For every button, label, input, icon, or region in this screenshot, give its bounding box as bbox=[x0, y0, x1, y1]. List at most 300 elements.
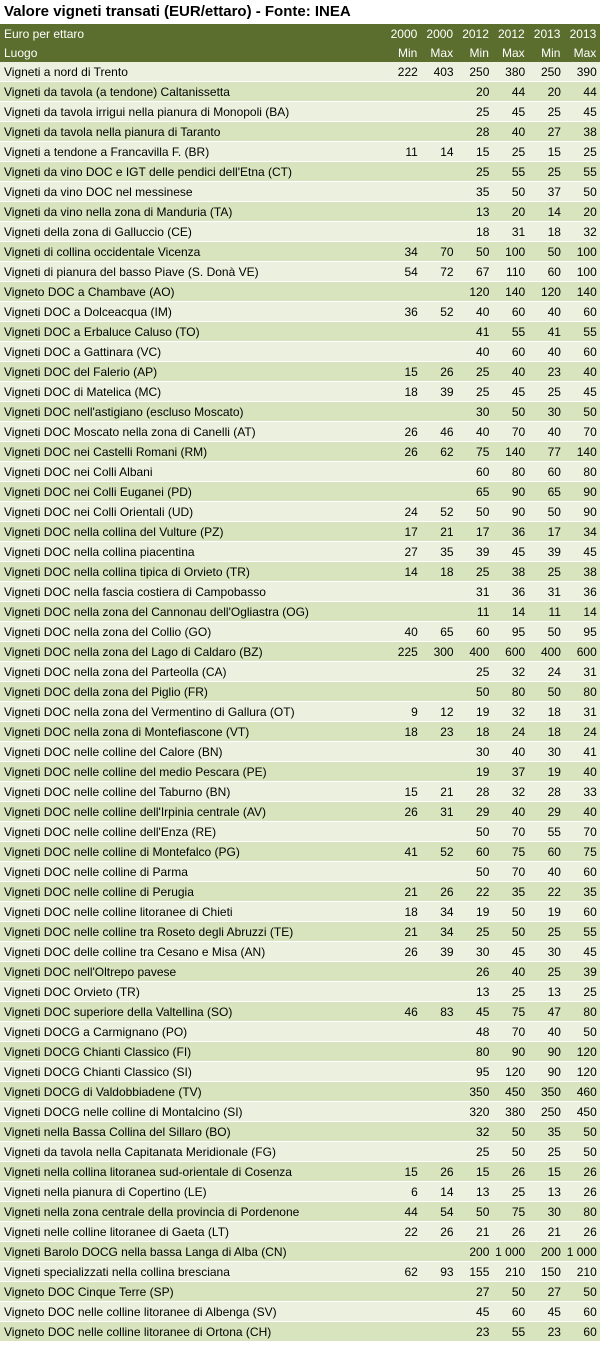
table-row bbox=[0, 142, 600, 162]
value-cell: 70 bbox=[421, 242, 457, 262]
value-cell: 25 bbox=[457, 562, 493, 582]
header-cell: 2012 bbox=[492, 24, 528, 43]
value-cell: 39 bbox=[421, 382, 457, 402]
table-row bbox=[0, 62, 600, 82]
location-cell: Vigneti nella zona centrale della provincia di Pordenone bbox=[0, 1202, 385, 1222]
value-cell: 27 bbox=[385, 542, 421, 562]
value-cell: 75 bbox=[564, 842, 600, 862]
value-cell: 50 bbox=[492, 1142, 528, 1162]
value-cell: 40 bbox=[457, 342, 493, 362]
value-cell: 200 bbox=[528, 1242, 564, 1262]
value-cell: 18 bbox=[385, 382, 421, 402]
table-row bbox=[0, 1022, 600, 1042]
value-cell bbox=[421, 982, 457, 1002]
value-cell: 15 bbox=[528, 142, 564, 162]
value-cell: 320 bbox=[457, 1102, 493, 1122]
value-cell: 50 bbox=[492, 1122, 528, 1142]
value-cell: 39 bbox=[421, 942, 457, 962]
value-cell: 25 bbox=[492, 1182, 528, 1202]
value-cell: 67 bbox=[457, 262, 493, 282]
value-cell bbox=[385, 962, 421, 982]
value-cell: 225 bbox=[385, 642, 421, 662]
value-cell bbox=[385, 322, 421, 342]
location-cell: Vigneti DOC nella zona del Lago di Caldaro (BZ) bbox=[0, 642, 385, 662]
value-cell: 25 bbox=[457, 162, 493, 182]
value-cell: 35 bbox=[457, 182, 493, 202]
table-row bbox=[0, 1042, 600, 1062]
location-cell: Vigneti DOC nelle colline litoranee di Chieti bbox=[0, 902, 385, 922]
value-cell: 25 bbox=[492, 982, 528, 1002]
value-cell: 40 bbox=[457, 422, 493, 442]
value-cell bbox=[385, 742, 421, 762]
value-cell: 400 bbox=[528, 642, 564, 662]
value-cell: 50 bbox=[492, 922, 528, 942]
value-cell bbox=[421, 462, 457, 482]
value-cell: 33 bbox=[564, 782, 600, 802]
value-cell: 14 bbox=[385, 562, 421, 582]
value-cell: 31 bbox=[492, 222, 528, 242]
table-row bbox=[0, 1102, 600, 1122]
value-cell: 30 bbox=[457, 402, 493, 422]
value-cell: 27 bbox=[528, 122, 564, 142]
value-cell bbox=[385, 1302, 421, 1322]
table-row bbox=[0, 902, 600, 922]
value-cell: 48 bbox=[457, 1022, 493, 1042]
value-cell: 22 bbox=[528, 882, 564, 902]
value-cell: 11 bbox=[457, 602, 493, 622]
value-cell: 23 bbox=[528, 1322, 564, 1342]
value-cell: 40 bbox=[564, 762, 600, 782]
value-cell: 60 bbox=[564, 302, 600, 322]
value-cell bbox=[385, 202, 421, 222]
header-cell: Luogo bbox=[0, 43, 385, 62]
header-cell: Max bbox=[564, 43, 600, 62]
table-row bbox=[0, 502, 600, 522]
value-cell: 32 bbox=[492, 702, 528, 722]
value-cell bbox=[385, 122, 421, 142]
location-cell: Vigneti DOC nella collina piacentina bbox=[0, 542, 385, 562]
table-row bbox=[0, 422, 600, 442]
value-cell: 90 bbox=[492, 482, 528, 502]
value-cell: 80 bbox=[564, 462, 600, 482]
value-cell bbox=[421, 482, 457, 502]
value-cell: 38 bbox=[564, 122, 600, 142]
value-cell: 60 bbox=[457, 462, 493, 482]
value-cell: 44 bbox=[492, 82, 528, 102]
value-cell: 250 bbox=[457, 62, 493, 82]
value-cell: 18 bbox=[528, 702, 564, 722]
value-cell bbox=[385, 1082, 421, 1102]
value-cell: 60 bbox=[457, 622, 493, 642]
value-cell: 80 bbox=[564, 1202, 600, 1222]
location-cell: Vigneti DOC superiore della Valtellina (SO) bbox=[0, 1002, 385, 1022]
table-row bbox=[0, 682, 600, 702]
value-cell: 26 bbox=[385, 942, 421, 962]
value-cell: 13 bbox=[457, 1182, 493, 1202]
value-cell: 50 bbox=[492, 402, 528, 422]
value-cell bbox=[385, 222, 421, 242]
value-cell: 90 bbox=[564, 482, 600, 502]
value-cell: 23 bbox=[421, 722, 457, 742]
value-cell: 60 bbox=[457, 842, 493, 862]
value-cell: 55 bbox=[492, 162, 528, 182]
value-cell: 600 bbox=[492, 642, 528, 662]
value-cell bbox=[421, 182, 457, 202]
value-cell bbox=[421, 102, 457, 122]
value-cell: 75 bbox=[492, 1002, 528, 1022]
value-cell bbox=[385, 342, 421, 362]
value-cell: 31 bbox=[564, 702, 600, 722]
location-cell: Vigneti DOC nelle colline del medio Pescara (PE) bbox=[0, 762, 385, 782]
value-cell: 19 bbox=[528, 902, 564, 922]
value-cell: 18 bbox=[528, 722, 564, 742]
value-cell: 25 bbox=[457, 362, 493, 382]
value-cell bbox=[385, 182, 421, 202]
value-cell bbox=[421, 742, 457, 762]
value-cell: 26 bbox=[564, 1162, 600, 1182]
value-cell: 140 bbox=[492, 282, 528, 302]
value-cell: 45 bbox=[492, 102, 528, 122]
value-cell bbox=[385, 662, 421, 682]
table-row bbox=[0, 242, 600, 262]
table-row bbox=[0, 1302, 600, 1322]
table-row bbox=[0, 542, 600, 562]
table-row bbox=[0, 322, 600, 342]
table-row bbox=[0, 1242, 600, 1262]
value-cell bbox=[421, 762, 457, 782]
value-cell: 62 bbox=[385, 1262, 421, 1282]
location-cell: Vigneti DOC del Falerio (AP) bbox=[0, 362, 385, 382]
value-cell: 41 bbox=[457, 322, 493, 342]
value-cell bbox=[385, 162, 421, 182]
value-cell bbox=[421, 862, 457, 882]
value-cell: 75 bbox=[492, 1202, 528, 1222]
table-row bbox=[0, 1262, 600, 1282]
location-cell: Vigneti di collina occidentale Vicenza bbox=[0, 242, 385, 262]
value-cell: 55 bbox=[564, 922, 600, 942]
value-cell: 120 bbox=[564, 1062, 600, 1082]
value-cell: 100 bbox=[564, 242, 600, 262]
value-cell: 50 bbox=[528, 502, 564, 522]
value-cell: 13 bbox=[528, 1182, 564, 1202]
value-cell bbox=[421, 962, 457, 982]
value-cell: 35 bbox=[564, 882, 600, 902]
value-cell: 18 bbox=[385, 722, 421, 742]
value-cell: 30 bbox=[528, 942, 564, 962]
value-cell: 450 bbox=[564, 1102, 600, 1122]
value-cell: 90 bbox=[492, 502, 528, 522]
value-cell: 34 bbox=[421, 922, 457, 942]
value-cell: 50 bbox=[457, 822, 493, 842]
value-cell: 95 bbox=[564, 622, 600, 642]
value-cell: 60 bbox=[564, 1302, 600, 1322]
location-cell: Vigneti da tavola nella Capitanata Meridionale (FG) bbox=[0, 1142, 385, 1162]
location-cell: Vigneti da tavola irrigui nella pianura di Monopoli (BA) bbox=[0, 102, 385, 122]
value-cell: 70 bbox=[564, 822, 600, 842]
header-cell: 2000 bbox=[421, 24, 457, 43]
value-cell: 50 bbox=[528, 682, 564, 702]
value-cell: 45 bbox=[564, 382, 600, 402]
value-cell: 31 bbox=[528, 582, 564, 602]
location-cell: Vigneti DOC nelle colline dell'Enza (RE) bbox=[0, 822, 385, 842]
table-row bbox=[0, 962, 600, 982]
table-row bbox=[0, 382, 600, 402]
table-row bbox=[0, 1142, 600, 1162]
location-cell: Vigneti DOC nei Castelli Romani (RM) bbox=[0, 442, 385, 462]
location-cell: Vigneti DOCG Chianti Classico (SI) bbox=[0, 1062, 385, 1082]
value-cell: 60 bbox=[564, 1322, 600, 1342]
location-cell: Vigneti a nord di Trento bbox=[0, 62, 385, 82]
value-cell: 52 bbox=[421, 302, 457, 322]
value-cell: 65 bbox=[528, 482, 564, 502]
value-cell: 25 bbox=[457, 1142, 493, 1162]
value-cell: 35 bbox=[492, 882, 528, 902]
table-row bbox=[0, 1322, 600, 1342]
value-cell: 40 bbox=[492, 802, 528, 822]
value-cell bbox=[421, 222, 457, 242]
value-cell: 50 bbox=[457, 1202, 493, 1222]
table-row bbox=[0, 1002, 600, 1022]
location-cell: Vigneto DOC a Chambave (AO) bbox=[0, 282, 385, 302]
value-cell: 80 bbox=[492, 682, 528, 702]
value-cell: 25 bbox=[528, 162, 564, 182]
value-cell: 26 bbox=[457, 962, 493, 982]
value-cell: 18 bbox=[457, 722, 493, 742]
value-cell: 70 bbox=[564, 422, 600, 442]
value-cell bbox=[385, 582, 421, 602]
value-cell: 20 bbox=[528, 82, 564, 102]
location-cell: Vigneti DOC a Erbaluce Caluso (TO) bbox=[0, 322, 385, 342]
value-cell: 50 bbox=[564, 1122, 600, 1142]
value-cell: 24 bbox=[528, 662, 564, 682]
value-cell: 41 bbox=[385, 842, 421, 862]
value-cell: 50 bbox=[492, 182, 528, 202]
table-row bbox=[0, 222, 600, 242]
value-cell: 18 bbox=[528, 222, 564, 242]
value-cell: 32 bbox=[492, 782, 528, 802]
value-cell: 29 bbox=[528, 802, 564, 822]
value-cell bbox=[385, 862, 421, 882]
value-cell: 31 bbox=[564, 662, 600, 682]
value-cell: 50 bbox=[564, 182, 600, 202]
value-cell: 72 bbox=[421, 262, 457, 282]
value-cell: 32 bbox=[492, 662, 528, 682]
value-cell: 40 bbox=[492, 362, 528, 382]
value-cell: 14 bbox=[492, 602, 528, 622]
value-cell: 60 bbox=[528, 262, 564, 282]
value-cell: 15 bbox=[385, 782, 421, 802]
value-cell: 15 bbox=[528, 1162, 564, 1182]
value-cell: 80 bbox=[564, 682, 600, 702]
value-cell bbox=[385, 1022, 421, 1042]
value-cell bbox=[385, 1122, 421, 1142]
value-cell: 60 bbox=[564, 902, 600, 922]
value-cell: 50 bbox=[457, 682, 493, 702]
page-title: Valore vigneti transati (EUR/ettaro) - Fonte: INEA bbox=[4, 3, 351, 20]
value-cell: 13 bbox=[528, 982, 564, 1002]
value-cell: 12 bbox=[421, 702, 457, 722]
location-cell: Vigneti DOC nella collina tipica di Orvieto (TR) bbox=[0, 562, 385, 582]
value-cell: 60 bbox=[492, 302, 528, 322]
table-row bbox=[0, 582, 600, 602]
value-cell: 27 bbox=[528, 1282, 564, 1302]
value-cell: 250 bbox=[528, 1102, 564, 1122]
table-row bbox=[0, 1082, 600, 1102]
table-row bbox=[0, 822, 600, 842]
value-cell: 37 bbox=[528, 182, 564, 202]
location-cell: Vigneti DOC nelle colline del Calore (BN) bbox=[0, 742, 385, 762]
value-cell: 90 bbox=[528, 1042, 564, 1062]
value-cell: 39 bbox=[457, 542, 493, 562]
table-row bbox=[0, 362, 600, 382]
value-cell: 20 bbox=[564, 202, 600, 222]
value-cell bbox=[421, 1122, 457, 1142]
value-cell bbox=[421, 1042, 457, 1062]
value-cell: 65 bbox=[457, 482, 493, 502]
value-cell bbox=[421, 1302, 457, 1322]
location-cell: Vigneti nelle colline litoranee di Gaeta (LT) bbox=[0, 1222, 385, 1242]
value-cell bbox=[421, 682, 457, 702]
value-cell: 50 bbox=[564, 1022, 600, 1042]
value-cell bbox=[385, 1282, 421, 1302]
value-cell: 25 bbox=[528, 1142, 564, 1162]
value-cell: 36 bbox=[492, 582, 528, 602]
table-row bbox=[0, 982, 600, 1002]
value-cell: 38 bbox=[564, 562, 600, 582]
value-cell: 40 bbox=[385, 622, 421, 642]
value-cell: 55 bbox=[492, 322, 528, 342]
value-cell: 21 bbox=[421, 782, 457, 802]
value-cell: 29 bbox=[457, 802, 493, 822]
value-cell bbox=[421, 82, 457, 102]
table-row bbox=[0, 402, 600, 422]
value-cell: 22 bbox=[385, 1222, 421, 1242]
table-row bbox=[0, 122, 600, 142]
value-cell bbox=[385, 482, 421, 502]
value-cell: 23 bbox=[457, 1322, 493, 1342]
value-cell: 15 bbox=[457, 142, 493, 162]
value-cell bbox=[421, 202, 457, 222]
value-cell: 24 bbox=[385, 502, 421, 522]
value-cell: 37 bbox=[492, 762, 528, 782]
table-row bbox=[0, 1062, 600, 1082]
table-row bbox=[0, 742, 600, 762]
table-row bbox=[0, 762, 600, 782]
value-cell: 25 bbox=[528, 922, 564, 942]
table-row bbox=[0, 642, 600, 662]
value-cell: 36 bbox=[492, 522, 528, 542]
value-cell: 45 bbox=[457, 1302, 493, 1322]
value-cell: 120 bbox=[564, 1042, 600, 1062]
location-cell: Vigneto DOC nelle colline litoranee di Albenga (SV) bbox=[0, 1302, 385, 1322]
value-cell: 140 bbox=[492, 442, 528, 462]
value-cell bbox=[385, 462, 421, 482]
value-cell: 27 bbox=[457, 1282, 493, 1302]
value-cell bbox=[385, 982, 421, 1002]
value-cell: 25 bbox=[528, 102, 564, 122]
value-cell: 95 bbox=[457, 1062, 493, 1082]
value-cell: 18 bbox=[385, 902, 421, 922]
value-cell: 50 bbox=[528, 242, 564, 262]
header-cell: Max bbox=[421, 43, 457, 62]
location-cell: Vigneti DOC nella zona del Parteolla (CA) bbox=[0, 662, 385, 682]
value-cell: 65 bbox=[421, 622, 457, 642]
location-cell: Vigneti DOC nelle colline di Parma bbox=[0, 862, 385, 882]
table-row bbox=[0, 942, 600, 962]
value-cell: 40 bbox=[564, 802, 600, 822]
value-cell: 36 bbox=[564, 582, 600, 602]
table-row bbox=[0, 1222, 600, 1242]
value-cell: 13 bbox=[457, 202, 493, 222]
location-cell: Vigneti DOCG di Valdobbiadene (TV) bbox=[0, 1082, 385, 1102]
table-row bbox=[0, 482, 600, 502]
data-table bbox=[0, 24, 600, 1342]
location-cell: Vigneti DOCG nelle colline di Montalcino (SI) bbox=[0, 1102, 385, 1122]
value-cell: 210 bbox=[492, 1262, 528, 1282]
value-cell: 45 bbox=[492, 942, 528, 962]
value-cell bbox=[421, 282, 457, 302]
value-cell: 45 bbox=[564, 942, 600, 962]
value-cell: 300 bbox=[421, 642, 457, 662]
value-cell: 60 bbox=[492, 1302, 528, 1322]
value-cell: 38 bbox=[492, 562, 528, 582]
value-cell: 70 bbox=[492, 822, 528, 842]
table-row bbox=[0, 602, 600, 622]
table-row bbox=[0, 1202, 600, 1222]
value-cell: 19 bbox=[457, 902, 493, 922]
location-cell: Vigneti Barolo DOCG nella bassa Langa di Alba (CN) bbox=[0, 1242, 385, 1262]
value-cell: 14 bbox=[421, 1182, 457, 1202]
value-cell bbox=[385, 102, 421, 122]
table-row bbox=[0, 522, 600, 542]
value-cell: 41 bbox=[564, 742, 600, 762]
value-cell: 40 bbox=[492, 122, 528, 142]
location-cell: Vigneti della zona di Galluccio (CE) bbox=[0, 222, 385, 242]
location-cell: Vigneti DOCG a Carmignano (PO) bbox=[0, 1022, 385, 1042]
location-cell: Vigneti DOC nella zona del Cannonau dell'Ogliastra (OG) bbox=[0, 602, 385, 622]
table-row bbox=[0, 102, 600, 122]
location-cell: Vigneti DOC a Dolceacqua (IM) bbox=[0, 302, 385, 322]
value-cell: 70 bbox=[492, 1022, 528, 1042]
location-cell: Vigneti DOC nell'Oltrepo pavese bbox=[0, 962, 385, 982]
value-cell: 40 bbox=[528, 1022, 564, 1042]
location-cell: Vigneti a tendone a Francavilla F. (BR) bbox=[0, 142, 385, 162]
value-cell: 40 bbox=[492, 962, 528, 982]
location-cell: Vigneti DOC nelle colline dell'Irpinia centrale (AV) bbox=[0, 802, 385, 822]
value-cell: 46 bbox=[421, 422, 457, 442]
value-cell bbox=[385, 1142, 421, 1162]
value-cell: 14 bbox=[528, 202, 564, 222]
value-cell: 9 bbox=[385, 702, 421, 722]
value-cell: 60 bbox=[528, 462, 564, 482]
header-row-years bbox=[0, 24, 600, 43]
location-cell: Vigneti DOC a Gattinara (VC) bbox=[0, 342, 385, 362]
value-cell: 35 bbox=[421, 542, 457, 562]
value-cell: 100 bbox=[564, 262, 600, 282]
location-cell: Vigneti DOC nelle colline di Montefalco (PG) bbox=[0, 842, 385, 862]
value-cell: 32 bbox=[457, 1122, 493, 1142]
value-cell: 60 bbox=[528, 842, 564, 862]
value-cell: 1 000 bbox=[564, 1242, 600, 1262]
value-cell: 90 bbox=[564, 502, 600, 522]
value-cell: 31 bbox=[457, 582, 493, 602]
value-cell: 21 bbox=[421, 522, 457, 542]
value-cell: 25 bbox=[457, 102, 493, 122]
value-cell: 25 bbox=[528, 382, 564, 402]
table-row bbox=[0, 302, 600, 322]
value-cell: 20 bbox=[492, 202, 528, 222]
value-cell: 50 bbox=[564, 402, 600, 422]
